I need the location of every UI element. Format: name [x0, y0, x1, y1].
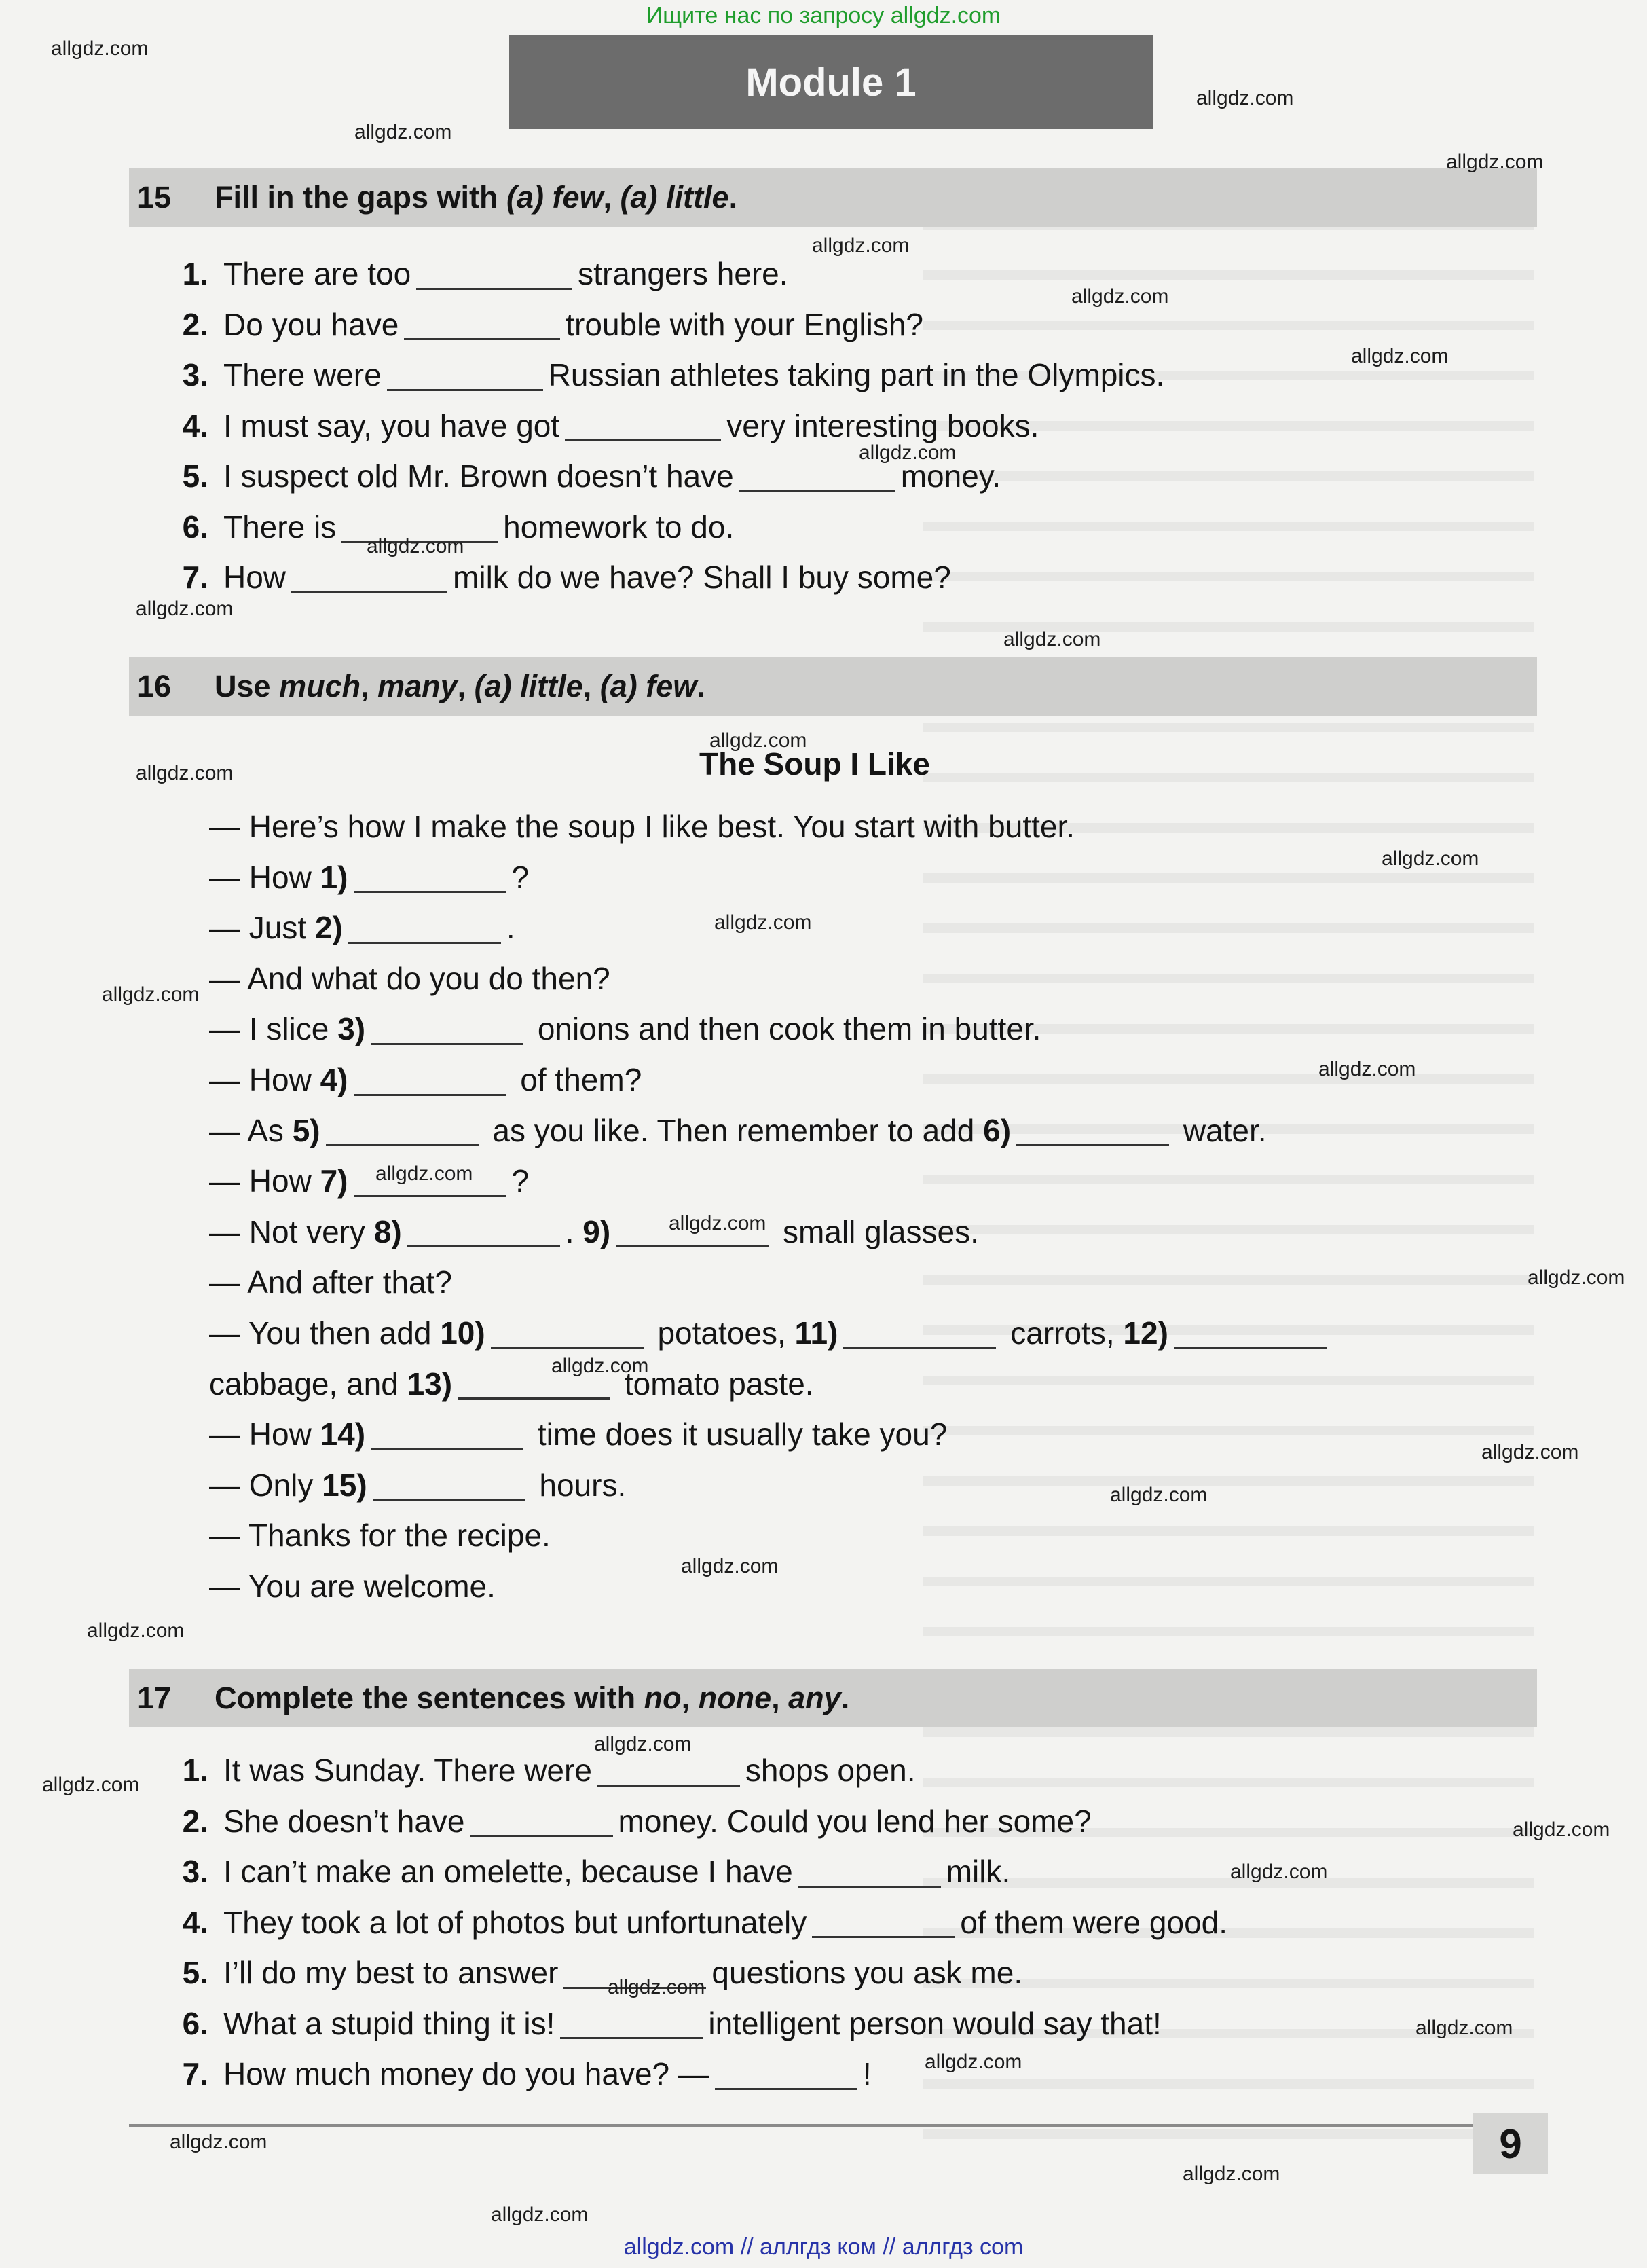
dialogue-line	[209, 1056, 1499, 1103]
dialogue-line	[209, 1107, 1499, 1154]
answer-gap[interactable]	[354, 861, 506, 893]
watermark-text: allgdz.com	[1481, 1441, 1579, 1463]
watermark-text: allgdz.com	[1110, 1484, 1208, 1506]
answer-gap[interactable]	[1016, 1114, 1169, 1146]
dialogue-text: — Thanks for the recipe.	[209, 1518, 551, 1554]
dialogue-text: — How	[209, 1062, 320, 1097]
dialogue-text: — Not very	[209, 1213, 374, 1249]
dialogue-text: ?	[511, 859, 530, 895]
story-title: The Soup I Like	[699, 746, 930, 782]
answer-gap[interactable]	[291, 562, 447, 593]
watermark-text: allgdz.com	[170, 2131, 267, 2153]
watermark-text: allgdz.com	[859, 441, 957, 464]
exercise-item	[146, 1797, 1470, 1845]
bottom-banner[interactable]: allgdz.com // аллгдз ком // аллгдз com	[623, 2234, 1024, 2260]
dialogue-text: .	[565, 1213, 583, 1249]
watermark-text: allgdz.com	[714, 911, 812, 934]
dialogue-line	[209, 1258, 1499, 1306]
item-number: 1.	[182, 256, 208, 291]
watermark-text: allgdz.com	[594, 1733, 692, 1755]
answer-gap[interactable]	[560, 2007, 703, 2039]
answer-gap[interactable]	[491, 1317, 644, 1349]
item-text-after: trouble with your English?	[566, 306, 924, 342]
item-text-after: intelligent person would say that!	[708, 2005, 1162, 2041]
page-number: 9	[1473, 2113, 1548, 2174]
watermark-text: allgdz.com	[1003, 628, 1101, 651]
item-text-after: strangers here.	[578, 256, 788, 291]
watermark-text: allgdz.com	[51, 37, 149, 60]
item-number: 5.	[182, 458, 208, 494]
answer-gap[interactable]	[1174, 1317, 1327, 1349]
item-text-after: milk.	[946, 1854, 1011, 1889]
watermark-text: allgdz.com	[491, 2203, 589, 2226]
gap-number: 1)	[320, 859, 348, 895]
item-text-before: There are too	[223, 256, 411, 291]
dialogue-text: — I slice	[209, 1011, 338, 1047]
exercise-item	[146, 503, 1470, 551]
dialogue-text: — Only	[209, 1467, 322, 1503]
dialogue-text: water.	[1174, 1112, 1267, 1148]
answer-gap[interactable]	[470, 1805, 613, 1837]
exercise-title: Fill in the gaps with (a) few, (a) little.	[215, 180, 738, 215]
answer-gap[interactable]	[597, 1755, 740, 1787]
item-text-after: milk do we have? Shall I buy some?	[453, 560, 951, 595]
answer-gap[interactable]	[326, 1114, 479, 1146]
watermark-text: allgdz.com	[925, 2051, 1022, 2073]
item-text-before: There is	[223, 509, 337, 545]
gap-number: 2)	[314, 910, 343, 946]
watermark-text: allgdz.com	[1382, 847, 1479, 870]
item-number: 2.	[182, 306, 208, 342]
exercise-17-header	[129, 1669, 1537, 1727]
exercise-16-header	[129, 657, 1537, 716]
dialogue-line	[209, 1461, 1499, 1509]
dialogue-text: time does it usually take you?	[529, 1416, 948, 1452]
item-text-before: It was Sunday. There were	[223, 1753, 592, 1788]
exercise-number: 17	[137, 1681, 172, 1715]
dialogue-text: — Here’s how I make the soup I like best. You start with butter.	[209, 809, 1075, 844]
gap-number: 3)	[337, 1011, 366, 1047]
item-number: 2.	[182, 1803, 208, 1839]
answer-gap[interactable]	[812, 1906, 955, 1938]
gap-number: 14)	[320, 1416, 366, 1452]
item-text-before: I suspect old Mr. Brown doesn’t have	[223, 458, 734, 494]
watermark-text: allgdz.com	[1446, 151, 1544, 173]
footer-rule	[129, 2124, 1507, 2127]
watermark-text: allgdz.com	[608, 1976, 705, 1998]
exercise-item	[146, 1949, 1470, 1996]
gap-number: 11)	[794, 1315, 838, 1351]
dialogue-line	[209, 955, 1499, 1002]
dialogue-text: as you like. Then remember to add	[483, 1112, 984, 1148]
exercise-item	[146, 553, 1470, 601]
dialogue-text: carrots,	[1001, 1315, 1124, 1351]
dialogue-line	[209, 904, 1499, 951]
exercise-title: Complete the sentences with no, none, any.	[215, 1681, 850, 1715]
exercise-15-header	[129, 168, 1537, 227]
item-number: 4.	[182, 407, 208, 443]
gap-number: 4)	[320, 1062, 348, 1097]
item-text-after: money. Could you lend her some?	[618, 1803, 1092, 1839]
dialogue-text: ?	[511, 1163, 530, 1199]
answer-gap[interactable]	[348, 912, 501, 944]
gap-number: 8)	[373, 1213, 402, 1249]
dialogue-line	[209, 1309, 1499, 1357]
exercise-item	[146, 1746, 1470, 1794]
item-text-before: She doesn’t have	[223, 1803, 465, 1839]
item-number: 7.	[182, 2056, 208, 2091]
item-number: 1.	[182, 1753, 208, 1788]
gap-number: 15)	[322, 1467, 367, 1503]
item-number: 3.	[182, 357, 208, 392]
exercise-item	[146, 2000, 1470, 2047]
dialogue-text: — And after that?	[209, 1264, 453, 1300]
item-text-before: What a stupid thing it is!	[223, 2005, 555, 2041]
dialogue-text: — As	[209, 1112, 293, 1148]
watermark-text: allgdz.com	[551, 1355, 649, 1377]
answer-gap[interactable]	[373, 1469, 525, 1501]
item-number: 3.	[182, 1854, 208, 1889]
item-text-after: homework to do.	[503, 509, 735, 545]
answer-gap[interactable]	[371, 1013, 523, 1045]
item-text-before: I can’t make an omelette, because I have	[223, 1854, 793, 1889]
item-text-after: questions you ask me.	[711, 1955, 1023, 1990]
exercise-number: 16	[137, 669, 172, 703]
dialogue-line	[209, 1512, 1499, 1559]
gap-number: 5)	[292, 1112, 320, 1148]
watermark-text: allgdz.com	[812, 234, 910, 257]
dialogue-text: cabbage, and	[209, 1366, 407, 1402]
answer-gap[interactable]	[387, 359, 543, 391]
watermark-text: allgdz.com	[1351, 345, 1449, 367]
watermark-text: allgdz.com	[354, 121, 452, 143]
item-text-before: How much money do you have? —	[223, 2056, 709, 2091]
item-number: 6.	[182, 509, 208, 545]
gap-number: 7)	[320, 1163, 348, 1199]
gap-number: 13)	[407, 1366, 453, 1402]
item-text-after: Russian athletes taking part in the Olympics.	[548, 357, 1165, 392]
dialogue-line	[209, 1005, 1499, 1053]
exercise-number: 15	[137, 180, 172, 215]
watermark-text: allgdz.com	[87, 1620, 185, 1642]
dialogue-text: — How	[209, 859, 320, 895]
item-text-before: There were	[223, 357, 382, 392]
dialogue-line	[209, 1208, 1499, 1256]
dialogue-text: — And what do you do then?	[209, 960, 610, 996]
answer-gap[interactable]	[715, 2058, 857, 2090]
exercise-item	[146, 250, 1470, 297]
gap-number: 12)	[1123, 1315, 1168, 1351]
module-tab: Module 1	[509, 35, 1153, 129]
exercise-item	[146, 1899, 1470, 1946]
item-text-after: shops open.	[745, 1753, 916, 1788]
item-text-before: I’ll do my best to answer	[223, 1955, 559, 1990]
answer-gap[interactable]	[843, 1317, 996, 1349]
item-number: 6.	[182, 2005, 208, 2041]
item-text-after: money.	[900, 458, 1001, 494]
dialogue-text: — How	[209, 1416, 320, 1452]
answer-gap[interactable]	[354, 1064, 506, 1096]
item-text-after: of them were good.	[960, 1904, 1228, 1940]
answer-gap[interactable]	[407, 1215, 560, 1247]
answer-gap[interactable]	[798, 1856, 941, 1888]
dialogue-text: of them?	[511, 1062, 642, 1097]
answer-gap[interactable]	[404, 308, 560, 340]
watermark-text: allgdz.com	[136, 762, 234, 784]
watermark-text: allgdz.com	[1183, 2163, 1280, 2185]
dialogue-line	[209, 1562, 1499, 1610]
top-banner[interactable]: Ищите нас по запросу allgdz.com	[646, 3, 1001, 29]
dialogue-line	[209, 1410, 1499, 1458]
item-number: 7.	[182, 560, 208, 595]
item-text-before: Do you have	[223, 306, 399, 342]
gap-number: 6)	[983, 1112, 1012, 1148]
dialogue-line	[209, 803, 1499, 850]
item-number: 5.	[182, 1955, 208, 1990]
exercise-title: Use much, many, (a) little, (a) few.	[215, 669, 705, 703]
answer-gap[interactable]	[416, 258, 572, 290]
watermark-text: allgdz.com	[375, 1163, 473, 1185]
dialogue-text: .	[506, 910, 515, 946]
dialogue-text: — You are welcome.	[209, 1569, 496, 1604]
watermark-text: allgdz.com	[1230, 1861, 1328, 1883]
dialogue-text: hours.	[530, 1467, 627, 1503]
answer-gap[interactable]	[565, 409, 721, 441]
watermark-text: allgdz.com	[681, 1555, 779, 1577]
item-text-before: I must say, you have got	[223, 407, 560, 443]
dialogue-text: onions and then cook them in butter.	[529, 1011, 1041, 1047]
answer-gap[interactable]	[371, 1419, 523, 1450]
answer-gap[interactable]	[739, 460, 895, 492]
item-text-after: !	[862, 2056, 872, 2091]
item-text-before: They took a lot of photos but unfortunately	[223, 1904, 807, 1940]
dialogue-text: small glasses.	[774, 1213, 979, 1249]
exercise-item	[146, 2050, 1470, 2098]
watermark-text: allgdz.com	[367, 535, 464, 557]
item-text-after: very interesting books.	[726, 407, 1039, 443]
watermark-text: allgdz.com	[1513, 1818, 1610, 1841]
dialogue-text: — You then add	[209, 1315, 441, 1351]
item-text-before: How	[223, 560, 286, 595]
item-number: 4.	[182, 1904, 208, 1940]
exercise-item	[146, 452, 1470, 500]
gap-number: 10)	[440, 1315, 485, 1351]
watermark-text: allgdz.com	[1196, 87, 1294, 109]
watermark-text: allgdz.com	[136, 598, 234, 620]
dialogue-text: — Just	[209, 910, 315, 946]
dialogue-line	[209, 854, 1499, 901]
dialogue-text: — How	[209, 1163, 320, 1199]
dialogue-text: potatoes,	[648, 1315, 795, 1351]
dialogue-text: tomato paste.	[616, 1366, 814, 1402]
exercise-item	[146, 351, 1470, 399]
watermark-text: allgdz.com	[1071, 285, 1169, 308]
watermark-text: allgdz.com	[102, 983, 200, 1006]
watermark-text: allgdz.com	[669, 1212, 766, 1234]
exercise-item	[146, 301, 1470, 348]
gap-number: 9)	[582, 1213, 611, 1249]
watermark-text: allgdz.com	[42, 1774, 140, 1796]
dialogue-line	[209, 1360, 1499, 1408]
watermark-text: allgdz.com	[1318, 1058, 1416, 1080]
exercise-item	[146, 402, 1470, 450]
watermark-text: allgdz.com	[1528, 1266, 1625, 1289]
watermark-text: allgdz.com	[1415, 2017, 1513, 2039]
watermark-text: allgdz.com	[709, 729, 807, 752]
